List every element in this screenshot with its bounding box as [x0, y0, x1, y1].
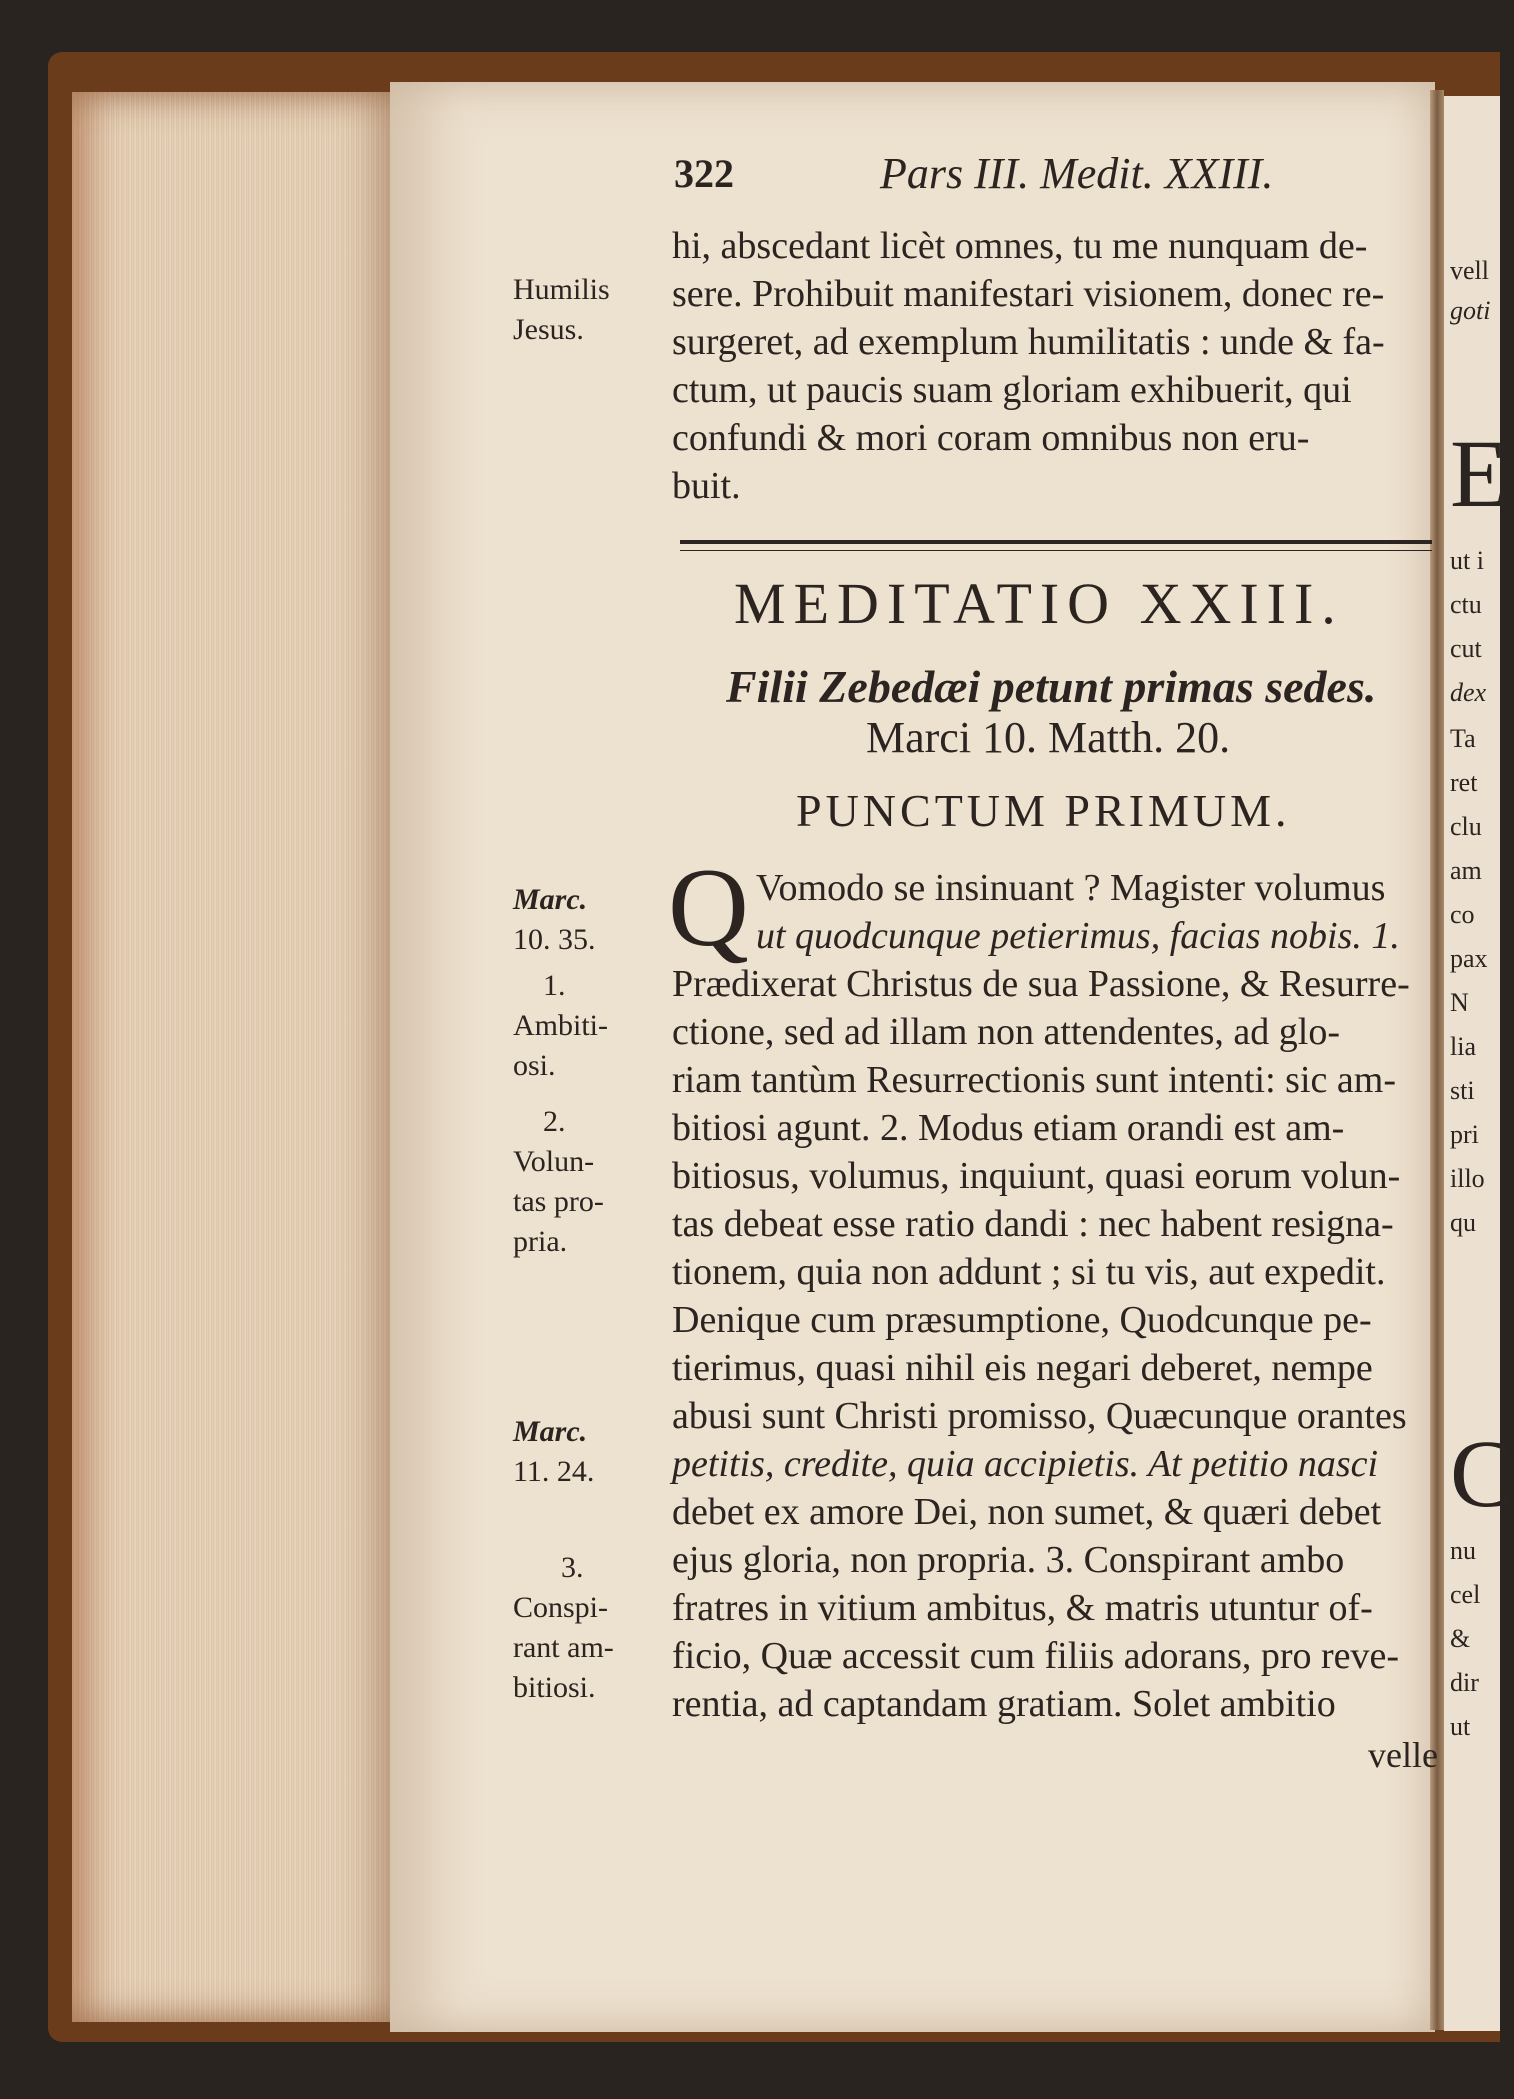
margin-note-ambitiosi	[513, 966, 663, 1086]
page-edges	[72, 92, 408, 2022]
scripture-reference: Marci 10. Matth. 20.	[866, 713, 1231, 762]
text-line: riam tantùm Resurrectionis sunt intenti: sic am-	[672, 1059, 1396, 1101]
facing-fragment: vell	[1450, 256, 1489, 285]
margin-note-voluntas	[513, 1102, 663, 1262]
text-line: ejus gloria, non propria. 3. Conspirant ambo	[672, 1539, 1345, 1581]
text-line: bitiosi agunt. 2. Modus etiam orandi est am-	[672, 1107, 1345, 1149]
text-line: surgeret, ad exemplum humilitatis : unde & fa-	[672, 321, 1385, 363]
facing-fragment: am	[1450, 856, 1482, 885]
text-line: ut quodcunque petierimus, facias nobis. 1.	[756, 915, 1400, 957]
text-line: tionem, quia non addunt ; si tu vis, aut expedit.	[672, 1251, 1386, 1293]
margin-note-marc-10	[513, 880, 663, 960]
facing-fragment: ctu	[1450, 590, 1482, 619]
drop-cap: Q	[668, 846, 749, 970]
margin-note-humilis	[513, 270, 663, 350]
facing-fragment: &	[1450, 1624, 1471, 1653]
facing-fragment: goti	[1450, 296, 1491, 325]
facing-fragment: ut i	[1450, 546, 1484, 575]
facing-fragment: dex	[1450, 678, 1487, 707]
facing-fragment: cel	[1450, 1580, 1481, 1609]
running-title: Pars III. Medit. XXIII.	[880, 149, 1274, 198]
facing-fragment: ut	[1450, 1712, 1471, 1741]
text-line: hi, abscedant licèt omnes, tu me nunquam de-	[672, 225, 1368, 267]
margin-note-line: rant am-	[513, 1631, 614, 1664]
facing-dropcap: C	[1450, 1420, 1514, 1527]
facing-fragment: N	[1450, 988, 1469, 1017]
text-line: ctum, ut paucis suam gloriam exhibuerit, qui	[672, 369, 1352, 411]
text-line: rentia, ad captandam gratiam. Solet ambitio	[672, 1683, 1336, 1725]
facing-fragment: qu	[1450, 1208, 1476, 1237]
text-line: bitiosus, volumus, inquiunt, quasi eorum volun-	[672, 1155, 1401, 1197]
facing-fragment: pri	[1450, 1120, 1479, 1149]
text-line: Vomodo se insinuant ? Magister volumus	[756, 867, 1386, 909]
text-line: confundi & mori coram omnibus non eru-	[672, 417, 1310, 459]
facing-fragment: dir	[1450, 1668, 1479, 1697]
facing-fragment: cut	[1450, 634, 1482, 663]
text-line: ficio, Quæ accessit cum filiis adorans, pro reve-	[672, 1635, 1400, 1677]
margin-note-marc-11	[513, 1412, 663, 1492]
facing-fragment: illo	[1450, 1164, 1485, 1193]
margin-note-conspirant	[513, 1548, 663, 1708]
margin-note-line: tas pro-	[513, 1185, 604, 1218]
margin-note-line: 2.	[543, 1105, 566, 1138]
facing-fragment: sti	[1450, 1076, 1475, 1105]
facing-page-fragment	[1444, 96, 1514, 2031]
text-line: ctione, sed ad illam non attendentes, ad glo-	[672, 1011, 1340, 1053]
margin-note-line: bitiosi.	[513, 1671, 596, 1704]
facing-fragment: clu	[1450, 812, 1482, 841]
facing-fragment: co	[1450, 900, 1475, 929]
margin-note-line: 1.	[543, 969, 566, 1002]
margin-note-line: Ambiti-	[513, 1009, 608, 1042]
margin-note-line: Volun-	[513, 1145, 595, 1178]
text-line: debet ex amore Dei, non sumet, & quæri debet	[672, 1491, 1382, 1533]
text-line: petitis, credite, quia accipietis. At petitio nasci	[672, 1443, 1379, 1485]
text-line: fratres in vitium ambitus, & matris utuntur of-	[672, 1587, 1373, 1629]
text-line: tierimus, quasi nihil eis negari deberet, nempe	[672, 1347, 1373, 1389]
point-heading: PUNCTUM PRIMUM.	[796, 785, 1291, 836]
facing-fragment: pax	[1450, 944, 1488, 973]
text-line: Denique cum præsumptione, Quodcunque pe-	[672, 1299, 1372, 1341]
margin-note-line: Jesus.	[513, 313, 584, 346]
margin-note-line: osi.	[513, 1049, 556, 1082]
facing-fragment: lia	[1450, 1032, 1476, 1061]
meditation-heading: MEDITATIO XXIII.	[734, 571, 1344, 636]
margin-note-line: Conspi-	[513, 1591, 609, 1624]
text-line: Prædixerat Christus de sua Passione, & Resurre-	[672, 963, 1410, 1005]
margin-note-line: 10. 35.	[513, 923, 596, 956]
facing-dropcap: E	[1450, 420, 1509, 527]
text-line: tas debeat esse ratio dandi : nec habent resigna-	[672, 1203, 1394, 1245]
facing-fragment: nu	[1450, 1536, 1476, 1565]
margin-note-line: Marc.	[513, 1415, 588, 1448]
text-line: buit.	[672, 465, 741, 507]
text-line: abusi sunt Christi promisso, Quæcunque orantes	[672, 1395, 1407, 1437]
facing-fragment: ret	[1450, 768, 1478, 797]
margin-note-line: 3.	[561, 1551, 584, 1584]
text-line: sere. Prohibuit manifestari visionem, donec re-	[672, 273, 1385, 315]
section-rule	[680, 540, 1432, 551]
page-number: 322	[674, 151, 734, 196]
margin-note-line: Marc.	[513, 883, 588, 916]
margin-note-line: 11. 24.	[513, 1455, 595, 1488]
margin-note-line: pria.	[513, 1225, 568, 1258]
facing-fragment: Ta	[1450, 724, 1476, 753]
margin-note-line: Humilis	[513, 273, 610, 306]
catchword: velle	[1368, 1735, 1438, 1775]
meditation-subtitle: Filii Zebedæi petunt primas sedes.	[726, 661, 1377, 712]
